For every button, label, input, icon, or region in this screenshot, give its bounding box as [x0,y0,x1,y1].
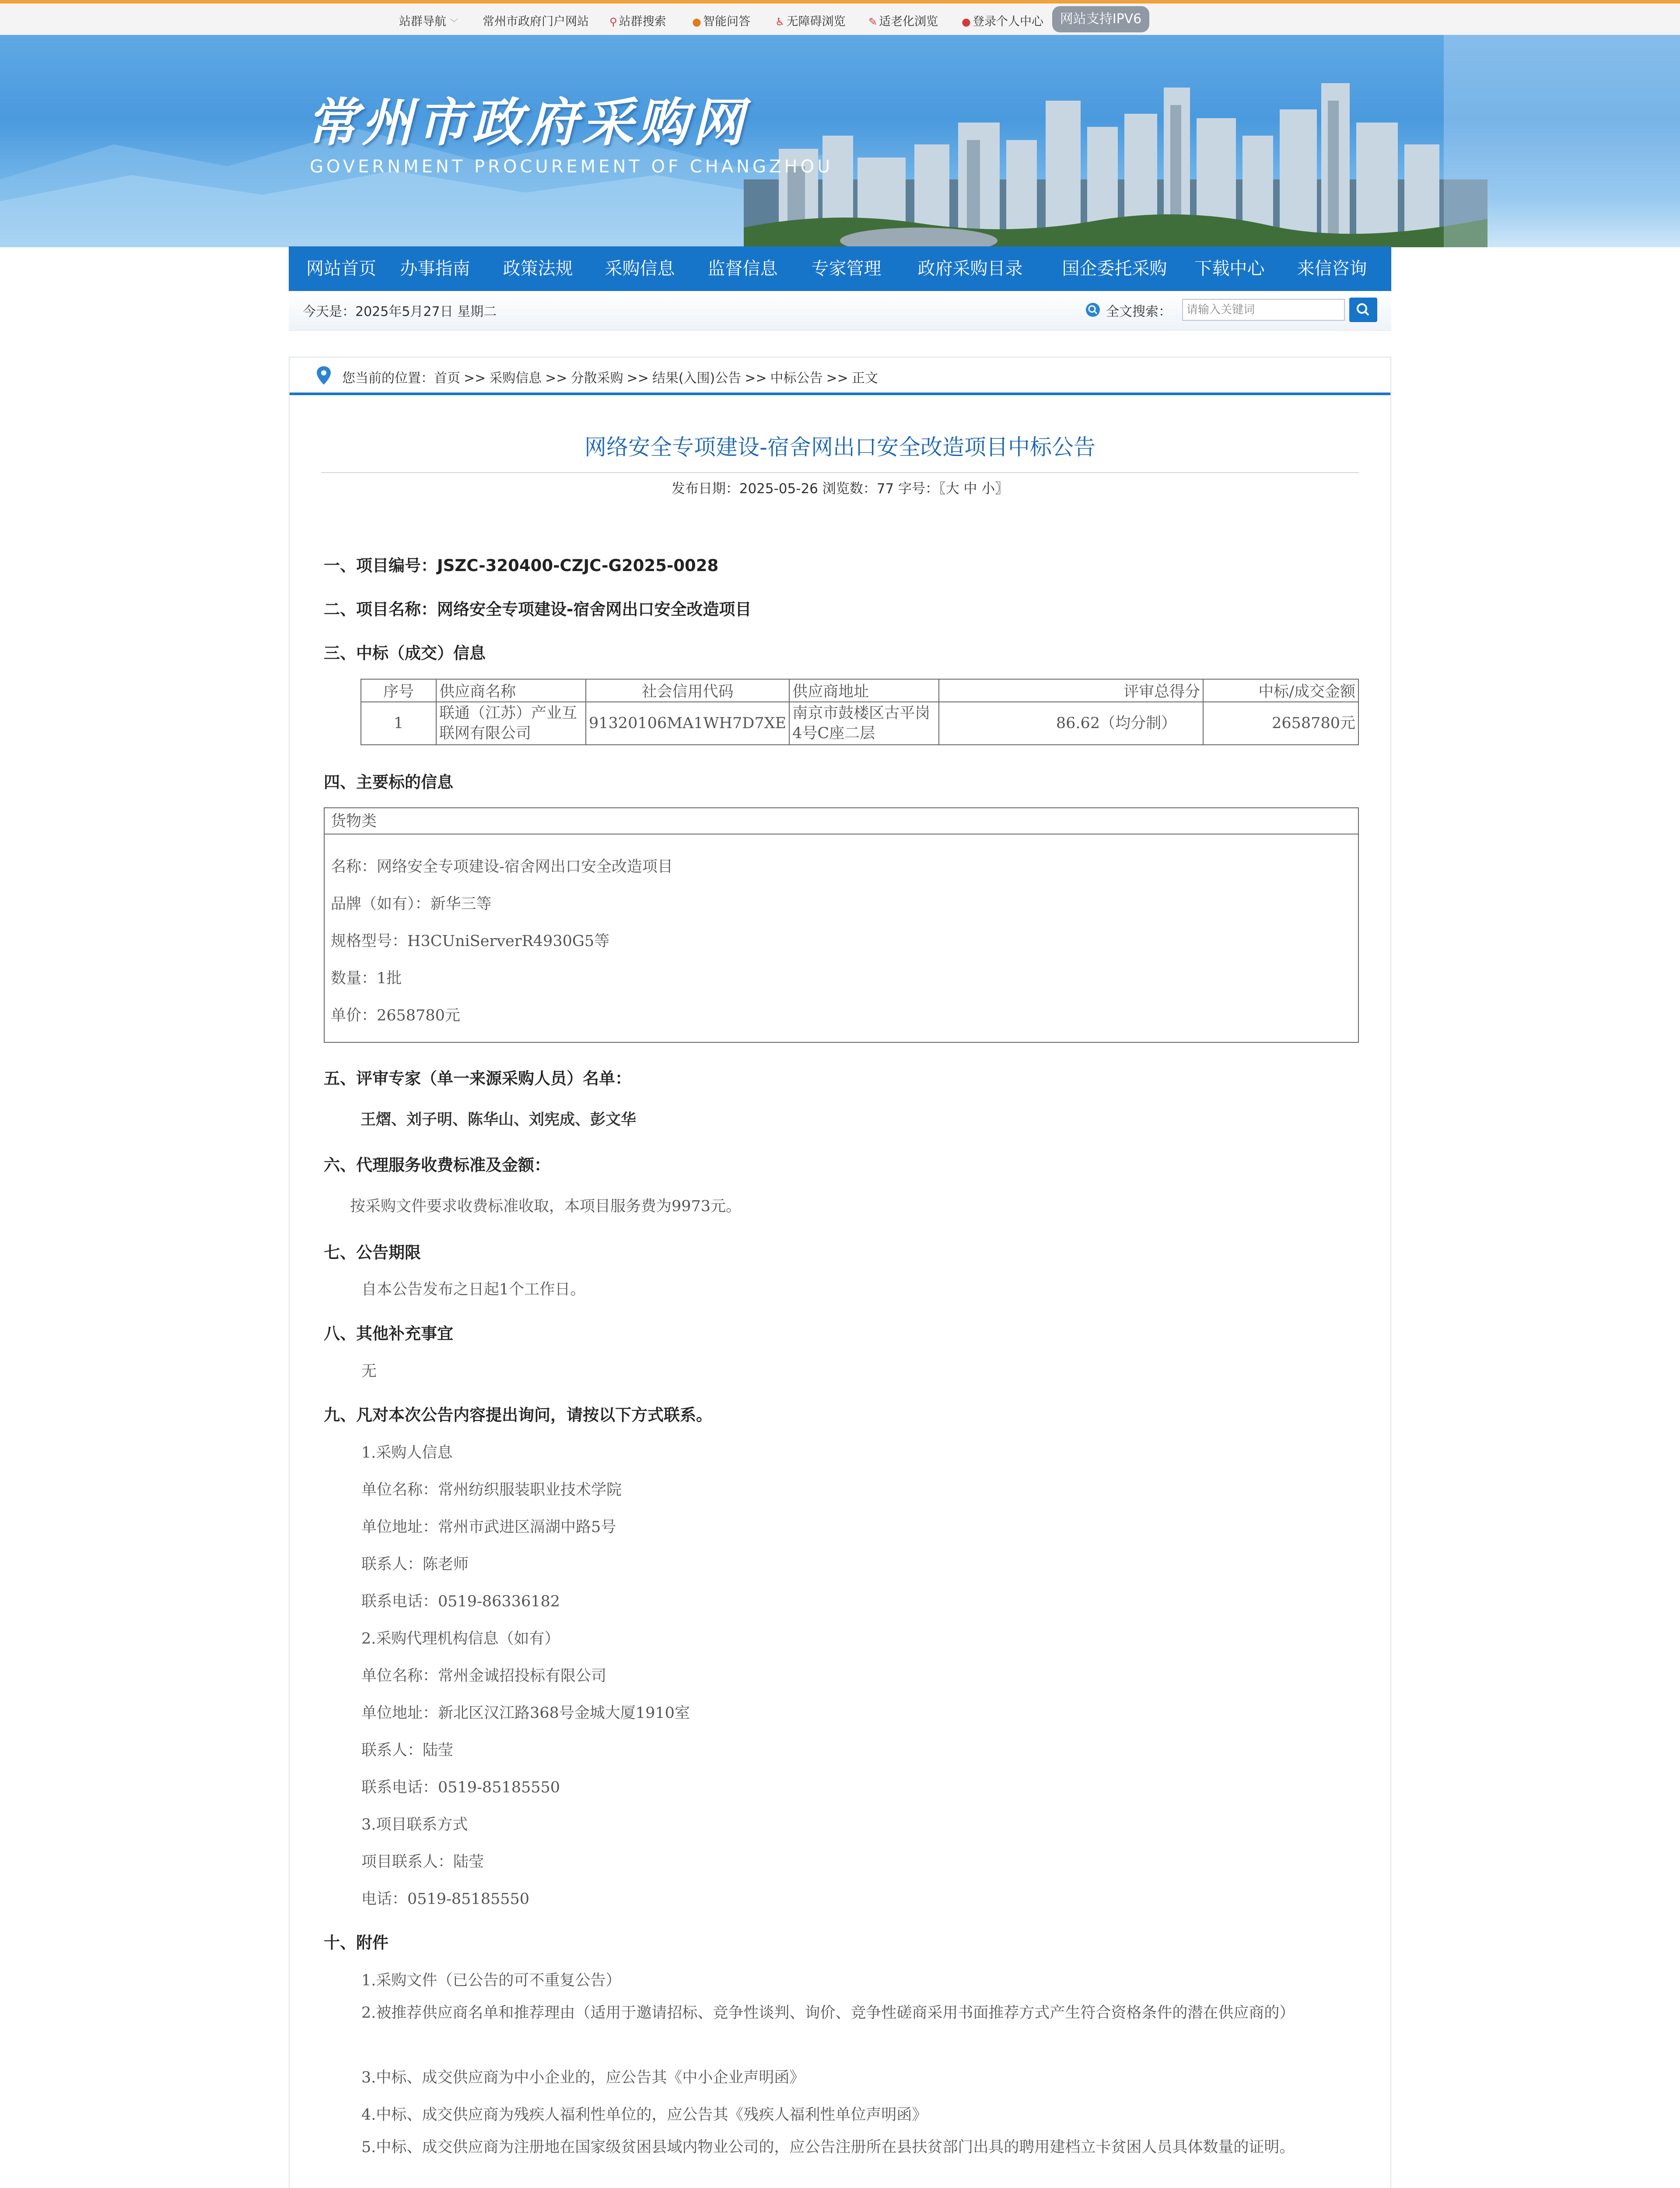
attachment-item: 5.中标、成交供应商为注册地在国家级贫困县域内物业公司的，应公告注册所在县扶贫部门出具的聘用建档立卡贫困人员具体数量的证明。 [361,2139,1295,2156]
nav-download[interactable]: 下载中心 [1194,259,1265,279]
article-meta: 发布日期：2025-05-26 浏览数：77 字号：〖大 中 小〗 [671,481,1009,497]
cell-amount: 2658780元 [1203,702,1358,745]
other-text: 无 [361,1363,377,1380]
top-utility-bar [0,0,1680,35]
contact-agency-heading: 2.采购代理机构信息（如有） [361,1630,560,1648]
contact-project-phone: 电话：0519-85185550 [361,1890,530,1908]
contact-purchaser-heading: 1.采购人信息 [361,1444,453,1462]
nav-catalog[interactable]: 政府采购目录 [917,259,1023,279]
breadcrumb-decentralized[interactable]: 分散采购 [570,371,623,386]
search-input[interactable] [1182,299,1345,321]
cell-credit-code: 91320106MA1WH7D7XE [586,702,789,745]
login-link[interactable]: ● 登录个人中心 [962,15,1043,28]
nav-home[interactable]: 网站首页 [306,259,376,279]
goods-model: 规格型号：H3CUniServerR4930G5等 [331,933,610,950]
cell-no: 1 [361,702,436,745]
breadcrumb-trail: 您当前的位置：首页 >> 采购信息 >> 分散采购 >> 结果(入围)公告 >> 中标公告 >> 正文 [342,371,878,386]
nav-supervision[interactable]: 监督信息 [707,259,778,279]
bulb-icon: ● [692,16,701,28]
contact-purchaser-name: 单位名称：常州纺织服装职业技术学院 [361,1481,622,1499]
accessibility-link[interactable]: ♿ 无障碍浏览 [775,15,846,28]
nav-soe-procurement[interactable]: 国企委托采购 [1062,259,1167,279]
nav-expert[interactable]: 专家管理 [811,259,882,279]
article-title: 网络安全专项建设-宿舍网出口安全改造项目中标公告 [584,435,1096,460]
search-button[interactable] [1349,298,1377,322]
site-logo-subtitle: GOVERNMENT PROCUREMENT OF CHANGZHOU [310,157,833,177]
th-credit-code: 社会信用代码 [586,679,789,702]
contact-purchaser-phone: 联系电话：0519-86336182 [361,1593,560,1610]
cell-supplier-name: 联通（江苏）产业互联网有限公司 [436,702,586,745]
expert-list: 王熠、刘子明、陈华山、刘宪成、彭文华 [360,1111,637,1129]
search-label: 全文搜索： [1106,304,1172,319]
th-amount: 中标/成交金额 [1203,679,1358,702]
attachment-item: 3.中标、成交供应商为中小企业的，应公告其《中小企业声明函》 [361,2069,805,2086]
award-table [360,679,1359,745]
notice-period-text: 自本公告发布之日起1个工作日。 [361,1281,586,1298]
ipv6-badge: 网站支持IPV6 [1052,6,1149,32]
magnifier-icon [1349,298,1377,322]
section-attachments: 十、附件 [324,1933,388,1952]
nav-guide[interactable]: 办事指南 [400,259,470,279]
contact-purchaser-address: 单位地址：常州市武进区滆湖中路5号 [361,1518,616,1536]
attachment-item: 1.采购文件（已公告的可不重复公告） [361,1972,621,1989]
cell-supplier-address: 南京市鼓楼区古平岗4号C座二层 [789,702,939,745]
date-search-bar [289,291,1391,331]
contact-agency-phone: 联系电话：0519-85185550 [361,1779,560,1796]
accessibility-icon: ♿ [775,16,785,28]
site-group-nav[interactable]: 站群导航 ﹀ [399,15,458,28]
search-icon [1085,302,1101,318]
contact-project-heading: 3.项目联系方式 [361,1816,468,1834]
site-banner [0,35,1680,247]
attachment-item: 4.中标、成交供应商为残疾人福利性单位的，应公告其《残疾人福利性单位声明函》 [361,2106,928,2124]
contact-agency-person: 联系人：陆莹 [361,1742,454,1759]
th-no: 序号 [361,679,436,702]
section-notice-period: 七、公告期限 [324,1243,421,1262]
search-icon: ⚲ [609,16,617,28]
goods-category: 货物类 [325,808,1358,835]
portal-link[interactable]: 常州市政府门户网站 [483,15,589,28]
section-award-info: 三、中标（成交）信息 [324,644,486,663]
site-logo-title: 常州市政府采购网 [306,92,748,153]
award-table-header [361,679,1358,702]
user-icon: ● [962,16,971,28]
breadcrumb-home[interactable]: 首页 [434,371,460,386]
attachment-item: 2.被推荐供应商名单和推荐理由（适用于邀请招标、竞争性谈判、询价、竞争性磋商采用书面推荐方式产生符合资格条件的潜在供应商的） [361,2004,1295,2022]
goods-quantity: 数量：1批 [331,970,402,987]
th-score: 评审总得分 [939,679,1203,702]
goods-brand: 品牌（如有）：新华三等 [331,895,492,913]
agency-fee-text: 按采购文件要求收费标准收取，本项目服务费为9973元。 [350,1198,742,1215]
section-main-items: 四、主要标的信息 [324,773,453,792]
elderly-mode-link[interactable]: ✎ 适老化浏览 [868,15,938,28]
breadcrumb-result-notice[interactable]: 结果(入围)公告 [652,371,742,386]
section-agency-fee: 六、代理服务收费标准及金额： [324,1156,550,1175]
section-project-number: 一、项目编号：JSZC-320400-CZJC-G2025-0028 [324,556,719,575]
breadcrumb-current: 正文 [851,371,878,386]
nav-contact[interactable]: 来信咨询 [1297,259,1367,279]
breadcrumb-award-notice[interactable]: 中标公告 [770,371,823,386]
nav-policy[interactable]: 政策法规 [503,259,573,279]
main-nav [289,246,1391,291]
title-divider [321,472,1359,473]
section-other: 八、其他补充事宜 [324,1324,453,1343]
goods-price: 单价：2658780元 [331,1007,460,1024]
cell-score: 86.62（均分制） [939,702,1203,745]
goods-box [324,807,1359,1043]
breadcrumb [290,358,1390,395]
contact-agency-address: 单位地址：新北区汉江路368号金城大厦1910室 [361,1704,690,1722]
smart-qa-link[interactable]: ● 智能问答 [692,15,750,28]
article-panel [289,357,1391,2188]
section-project-name: 二、项目名称：网络安全专项建设-宿舍网出口安全改造项目 [324,600,752,619]
elderly-icon: ✎ [868,16,878,28]
goods-name: 名称：网络安全专项建设-宿舍网出口安全改造项目 [331,858,673,876]
section-contact: 九、凡对本次公告内容提出询问，请按以下方式联系。 [324,1406,712,1424]
breadcrumb-procurement-info[interactable]: 采购信息 [489,371,542,386]
group-search-link[interactable]: ⚲ 站群搜索 [609,15,666,28]
th-supplier-name: 供应商名称 [436,679,586,702]
table-row [361,702,1358,745]
nav-procurement-info[interactable]: 采购信息 [605,259,675,279]
th-supplier-address: 供应商地址 [789,679,939,702]
contact-purchaser-person: 联系人：陈老师 [361,1556,469,1573]
section-experts: 五、评审专家（单一来源采购人员）名单： [324,1069,631,1088]
contact-agency-name: 单位名称：常州金诚招投标有限公司 [361,1667,607,1685]
current-date: 今天是：2025年5月27日 星期二 [303,304,497,319]
city-skyline-illustration [0,35,1680,247]
location-pin-icon [315,365,332,386]
contact-project-person: 项目联系人：陆莹 [361,1853,484,1871]
chevron-down-icon: ﹀ [450,18,458,28]
